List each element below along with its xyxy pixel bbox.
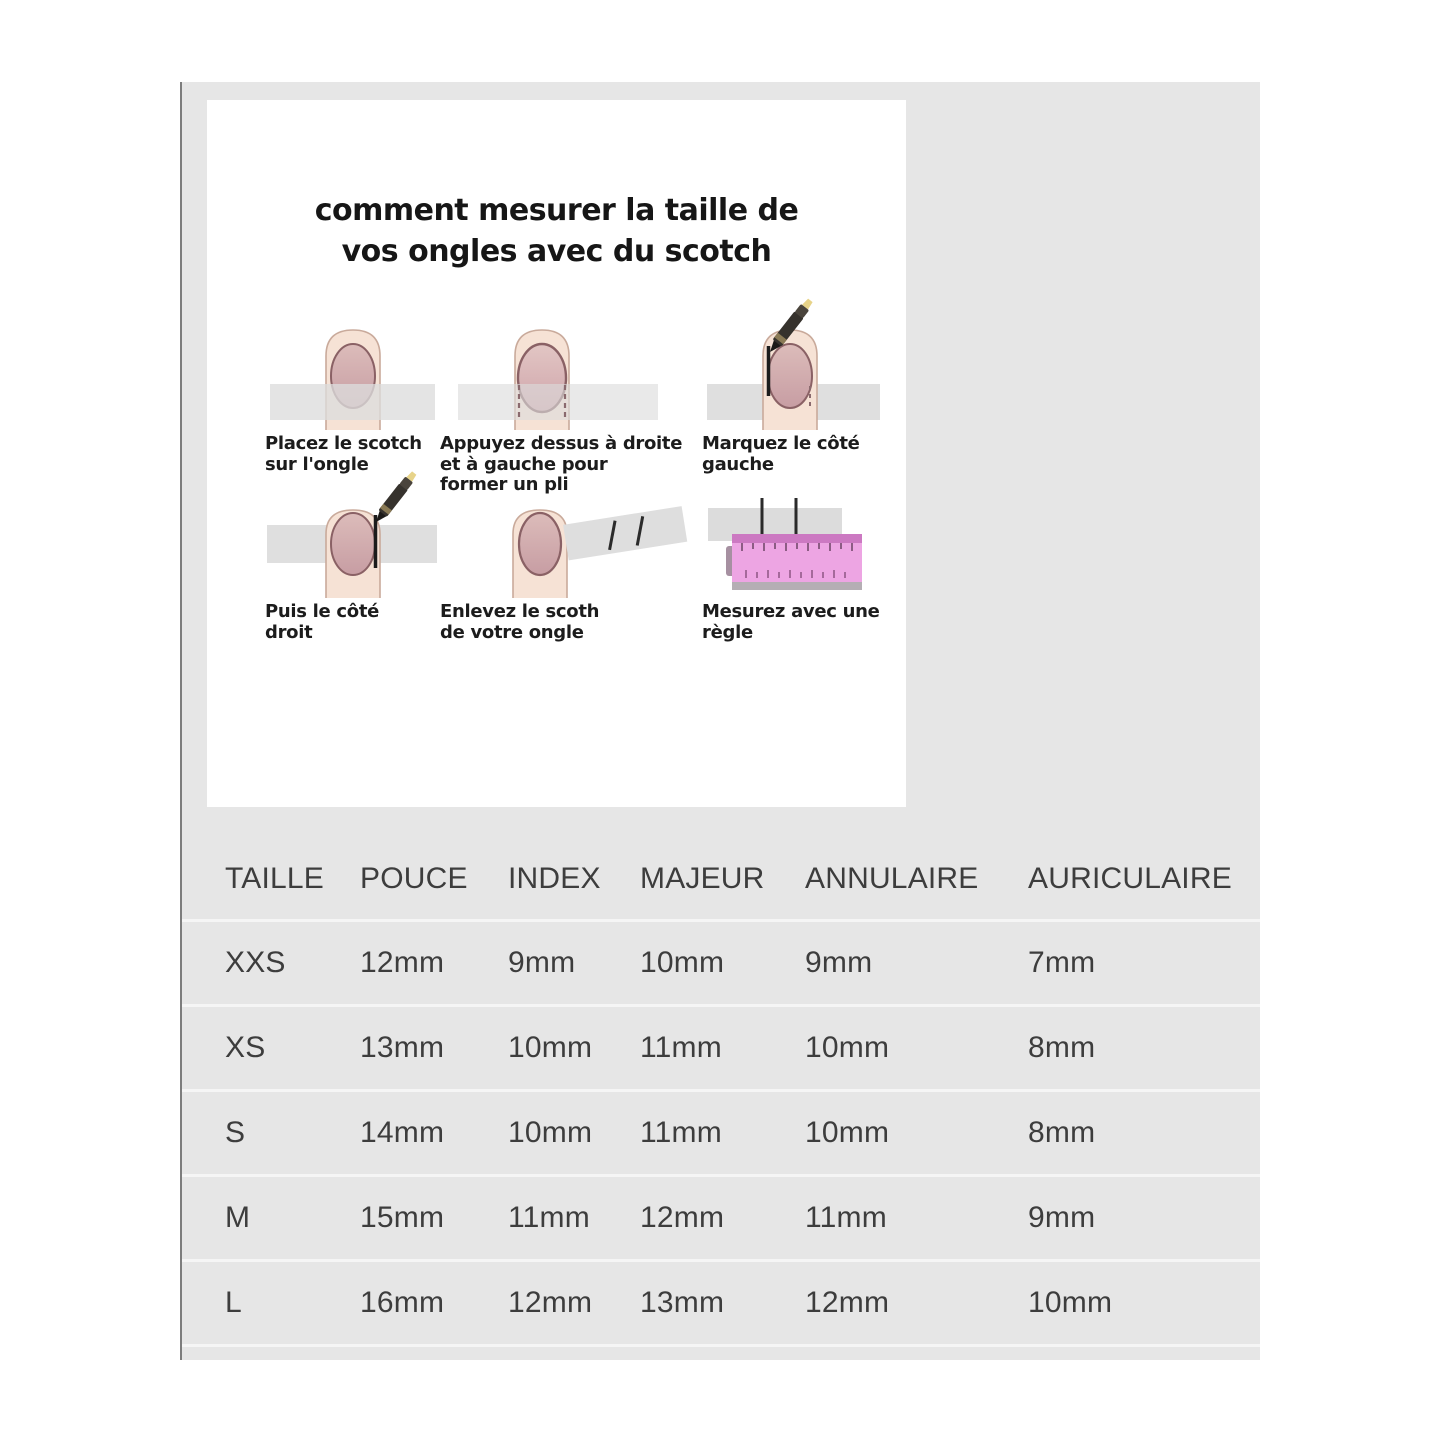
table-header-row [180, 838, 1260, 922]
header-cell-pouce: POUCE [360, 861, 468, 895]
caption-line: Puis le côté [265, 601, 380, 622]
size-cell: 10mm [805, 1116, 890, 1149]
size-cell: 8mm [1028, 1116, 1096, 1149]
header-cell-majeur: MAJEUR [640, 861, 765, 895]
guide-title [207, 100, 906, 273]
size-cell: 11mm [640, 1031, 722, 1064]
size-cell: 7mm [1028, 946, 1096, 979]
guide-title-line1: comment mesurer la taille de [314, 193, 799, 228]
caption-line: droit [265, 621, 313, 643]
finger-nail-tape-removed-icon [440, 498, 702, 598]
size-label: XS [225, 1031, 266, 1064]
step-caption [440, 598, 702, 643]
guide-title-line2: vos ongles avec du scotch [341, 234, 772, 270]
caption-line: Appuyez dessus à droite [440, 433, 683, 454]
step-caption [440, 430, 702, 498]
finger-nail-pen-mark-left-icon [702, 290, 885, 430]
size-cell: 12mm [640, 1201, 725, 1234]
caption-line: Enlevez le scoth [440, 601, 600, 622]
size-cell: 15mm [360, 1201, 445, 1234]
table-row [180, 1007, 1260, 1092]
caption-line: et à gauche pour [440, 453, 608, 475]
header-cell-annulaire: ANNULAIRE [805, 861, 979, 895]
size-cell: 9mm [1028, 1201, 1096, 1234]
size-label: M [225, 1201, 251, 1234]
caption-line: règle [702, 621, 753, 643]
finger-nail-tape-icon [265, 290, 440, 430]
table-row [180, 922, 1260, 1007]
size-cell: 14mm [360, 1116, 445, 1149]
header-cell-taille: TAILLE [225, 861, 325, 895]
size-cell: 10mm [640, 946, 725, 979]
step-caption [702, 598, 885, 643]
step-caption [702, 430, 885, 498]
header-cell-index: INDEX [508, 861, 601, 895]
size-label: S [225, 1116, 246, 1149]
size-cell: 10mm [508, 1116, 593, 1149]
header-cell-auriculaire: AURICULAIRE [1028, 861, 1232, 895]
size-cell: 11mm [640, 1116, 722, 1149]
size-cell: 9mm [805, 946, 873, 979]
size-cell: 13mm [640, 1286, 725, 1319]
guide-steps-grid [265, 290, 885, 643]
size-label: L [225, 1286, 242, 1319]
size-cell: 10mm [805, 1031, 890, 1064]
step-caption [265, 598, 440, 643]
table-row [180, 1092, 1260, 1177]
size-cell: 10mm [1028, 1286, 1113, 1319]
size-cell: 10mm [508, 1031, 593, 1064]
table-row [180, 1262, 1260, 1347]
panel-left-edge [180, 82, 182, 1360]
size-cell: 13mm [360, 1031, 445, 1064]
size-cell: 12mm [508, 1286, 593, 1319]
size-cell: 12mm [360, 946, 445, 979]
caption-line: de votre ongle [440, 621, 584, 643]
size-label: XXS [225, 946, 286, 979]
nail-size-table [180, 838, 1260, 1347]
caption-line: sur l'ongle [265, 453, 369, 475]
size-cell: 11mm [805, 1201, 887, 1234]
size-cell: 11mm [508, 1201, 590, 1234]
measuring-guide-image [207, 100, 906, 807]
caption-line: former un pli [440, 474, 569, 496]
content-panel [180, 82, 1260, 1360]
tape-ruler-icon [702, 498, 885, 598]
caption-line: Marquez le côté [702, 433, 860, 454]
finger-nail-pen-mark-right-icon [265, 498, 440, 598]
caption-line: gauche [702, 453, 774, 475]
table-row [180, 1177, 1260, 1262]
size-cell: 16mm [360, 1286, 445, 1319]
size-cell: 9mm [508, 946, 576, 979]
finger-nail-tape-pressed-icon [440, 290, 702, 430]
caption-line: Placez le scotch [265, 433, 422, 454]
size-cell: 8mm [1028, 1031, 1096, 1064]
caption-line: Mesurez avec une [702, 601, 880, 622]
size-cell: 12mm [805, 1286, 890, 1319]
